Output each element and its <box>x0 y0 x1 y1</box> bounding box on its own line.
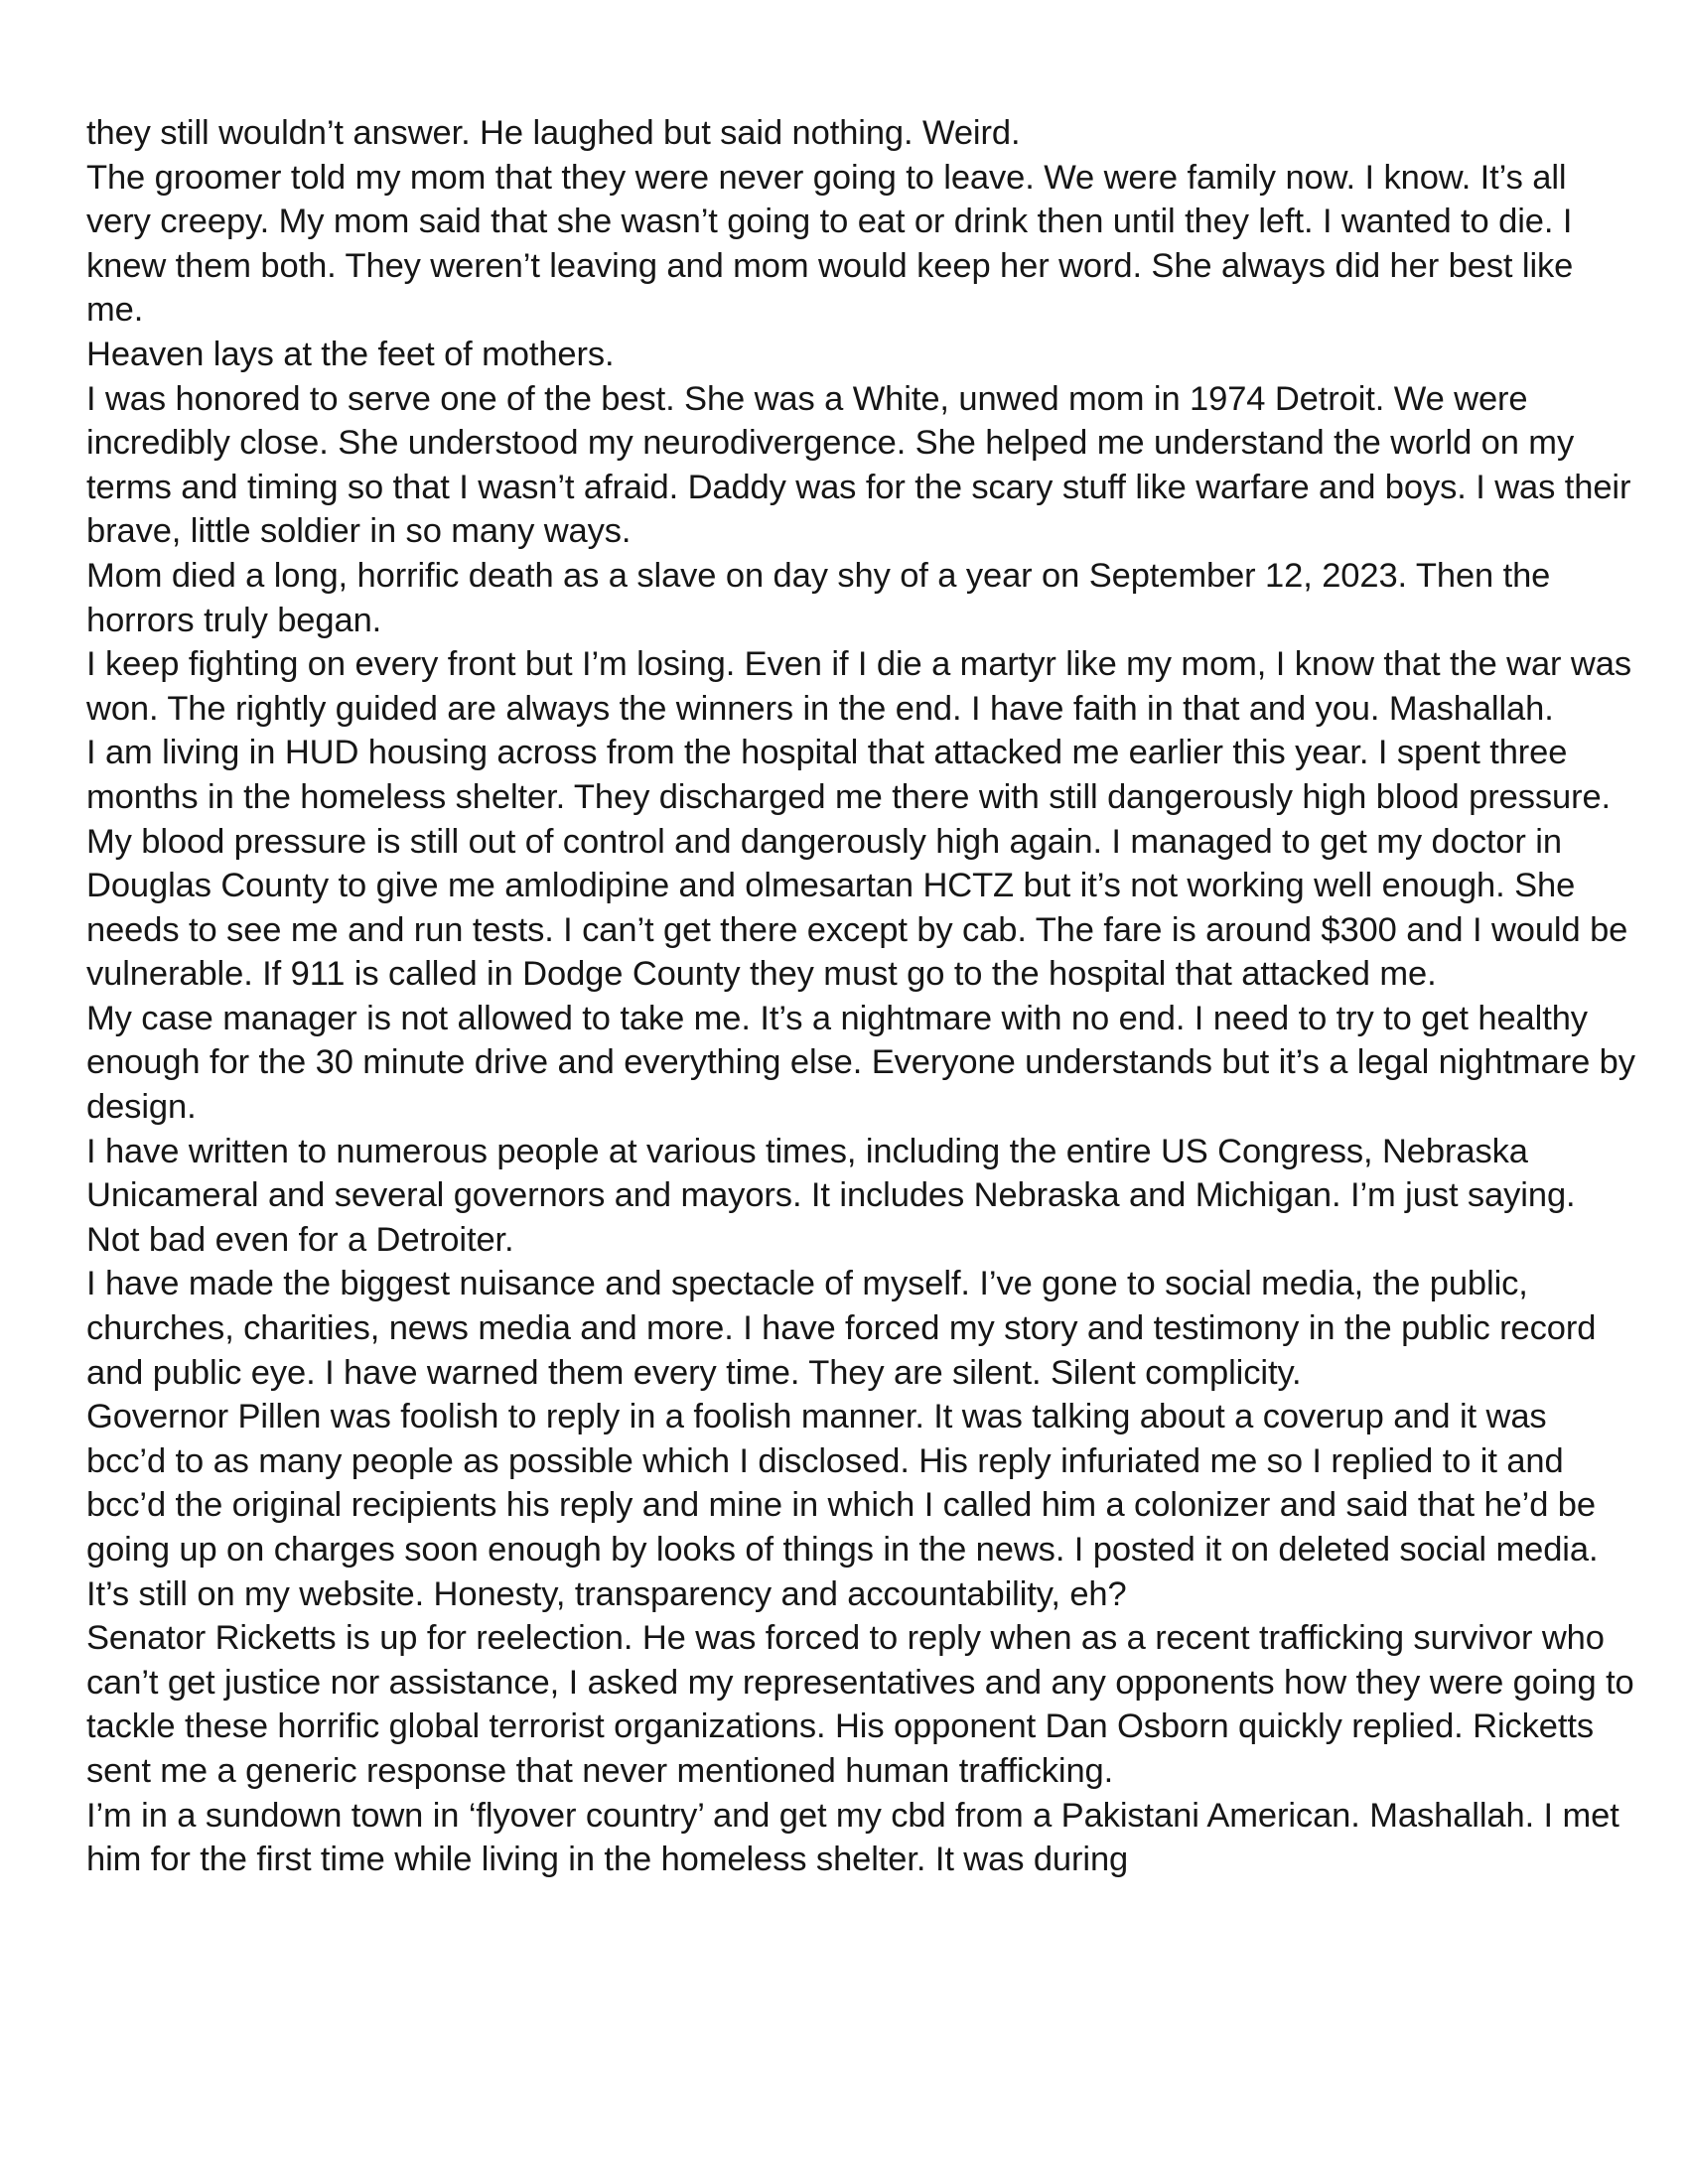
paragraph-11: Governor Pillen was foolish to reply in a foolish manner. It was talking about a coverup and it was bcc’d to as many people as possible which I disclosed. His reply infuriated me so I replied to it and bcc’d the original recipients his reply and mine in which I called him a colonizer and said that he’d be going up on charges soon enough by looks of things in the news. I posted it on deleted social media. It’s still on my website. Honesty, transparency and accountability, eh? <box>86 1398 1599 1613</box>
paragraph-6: I keep fighting on every front but I’m losing. Even if I die a martyr like my mom, I know that the war was won. The rightly guided are always the winners in the end. I have faith in that and you. Mashallah. <box>86 645 1631 728</box>
paragraph-9: I have written to numerous people at various times, including the entire US Congress, Nebraska Unicameral and several governors and mayors. It includes Nebraska and Michigan. I’m just saying. Not bad even for a Detroiter. <box>86 1132 1576 1259</box>
paragraph-10: I have made the biggest nuisance and spectacle of myself. I’ve gone to social media, the public, churches, charities, news media and more. I have forced my story and testimony in the public record and public eye. I have warned them every time. They are silent. Silent complicity. <box>86 1265 1597 1392</box>
paragraph-5: Mom died a long, horrific death as a slave on day shy of a year on September 12, 2023. Then the horrors truly began. <box>86 556 1551 639</box>
paragraph-1: they still wouldn’t answer. He laughed but said nothing. Weird. <box>86 114 1021 152</box>
paragraph-8: My case manager is not allowed to take me. It’s a nightmare with no end. I need to try to get healthy enough for the 30 minute drive and everything else. Everyone understands but it’s a legal nightmare by design. <box>86 999 1635 1127</box>
document-body <box>86 111 1635 1882</box>
paragraph-4: I was honored to serve one of the best. She was a White, unwed mom in 1974 Detroit. We were incredibly close. She understood my neurodivergence. She helped me understand the world on my terms and timing so that I wasn’t afraid. Daddy was for the scary stuff like warfare and boys. I was their brave, little soldier in so many ways. <box>86 379 1631 551</box>
paragraph-7: I am living in HUD housing across from the hospital that attacked me earlier this year. I spent three months in the homeless shelter. They discharged me there with still dangerously high blood pressure. My blood pressure is still out of control and dangerously high again. I managed to get my doctor in Douglas County to give me amlodipine and olmesartan HCTZ but it’s not working well enough. She needs to see me and run tests. I can’t get there except by cab. The fare is around $300 and I would be vulnerable. If 911 is called in Dodge County they must go to the hospital that attacked me. <box>86 734 1628 994</box>
paragraph-13: I’m in a sundown town in ‘flyover country’ and get my cbd from a Pakistani American. Mashallah. I met him for the first time while living in the homeless shelter. It was during <box>86 1796 1619 1879</box>
paragraph-3: Heaven lays at the feet of mothers. <box>86 335 615 373</box>
paragraph-12: Senator Ricketts is up for reelection. He was forced to reply when as a recent trafficking survivor who can’t get justice nor assistance, I asked my representatives and any opponents how they were going to tackle these horrific global terrorist organizations. His opponent Dan Osborn quickly replied. Ricketts sent me a generic response that never mentioned human trafficking. <box>86 1619 1634 1790</box>
paragraph-2: The groomer told my mom that they were never going to leave. We were family now. I know. It’s all very creepy. My mom said that she wasn’t going to eat or drink then until they left. I wanted to die. I knew them both. They weren’t leaving and mom would keep her word. She always did her best like me. <box>86 158 1574 330</box>
